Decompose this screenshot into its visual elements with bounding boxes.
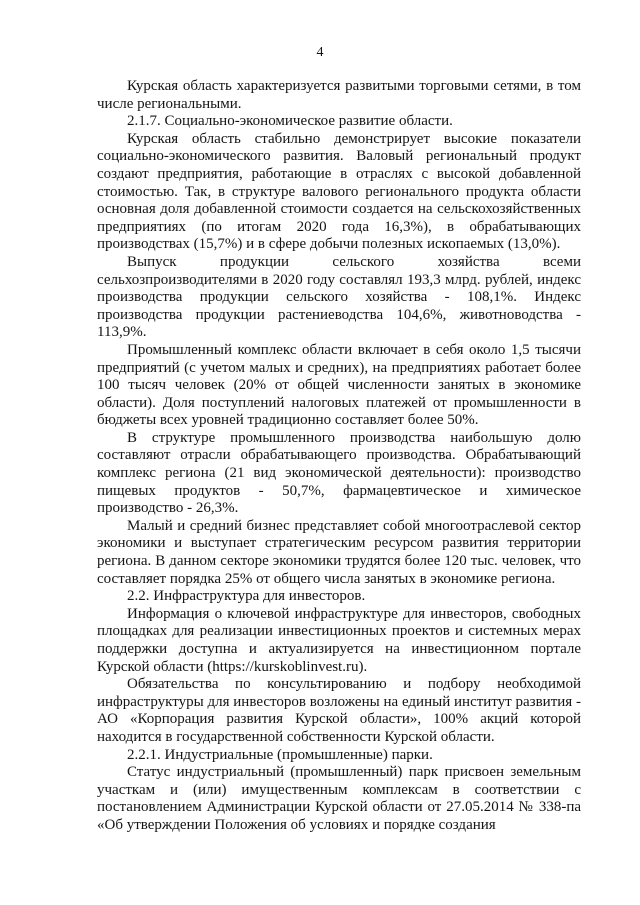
- paragraph-small-business: Малый и средний бизнес представляет собой многоотраслевой сектор экономики и выступает стратегическим ресурсом развития территории региона. В данном секторе экономики трудятся более 120 тыс. человек, что составляет порядка 25% от общего числа занятых в экономике региона.: [97, 517, 581, 587]
- page-number: 4: [316, 45, 324, 60]
- paragraph-economic-indicators: Курская область стабильно демонстрирует высокие показатели социально-экономического развития. Валовый региональный продукт создают предприятия, работающие в отраслях с высокой добавленной стоимостью. Так, в структуре валового регионального продукта области основная доля добавленной стоимости создается на сельскохозяйственных предприятиях (по итогам 2020 года 16,3%), в обрабатывающих производствах (15,7%) и в сфере добычи полезных ископаемых (13,0%).: [97, 130, 581, 253]
- paragraph-development-corporation: Обязательства по консультированию и подбору необходимой инфраструктуры для инвесторов возложены на единый институт развития - АО «Корпорация развития Курской области», 100% акций которой находится в государственной собственности Курской области.: [97, 676, 581, 745]
- paragraph-trade-networks: Курская область характеризуется развитыми торговыми сетями, в том числе региональными.: [97, 78, 581, 112]
- paragraph-agriculture: Выпуск продукции сельского хозяйства всеми сельхозпроизводителями в 2020 году составлял 193,3 млрд. рублей, индекс производства продукции сельского хозяйства - 108,1%. Индекс производства продукции растениеводства 104,6%, животноводства - 113,9%.: [97, 253, 581, 341]
- section-heading-2-1-7: 2.1.7. Социально-экономическое развитие области.: [127, 113, 453, 130]
- paragraph-manufacturing-structure: В структуре промышленного производства наибольшую долю составляют отрасли обрабатывающего производства. Обрабатывающий комплекс региона (21 вид экономической деятельности): производство пищевых продуктов - 50,7%, фармацевтическое и химическое производство - 26,3%.: [97, 429, 581, 517]
- paragraph-industrial-complex: Промышленный комплекс области включает в себя около 1,5 тысячи предприятий (с учетом малых и средних), на предприятиях работает более 100 тысяч человек (20% от общей численности занятых в экономике области). Доля поступлений налоговых платежей от промышленности в бюджеты всех уровней традиционно составляет более 50%.: [97, 341, 581, 429]
- paragraph-investment-portal: Информация о ключевой инфраструктуре для инвесторов, свободных площадках для реализации инвестиционных проектов и системных мерах поддержки доступна и актуализируется на инвестиционном портале Курской области (https://kurskoblinvest.ru).: [97, 605, 581, 675]
- section-heading-2-2: 2.2. Инфраструктура для инвесторов.: [127, 588, 366, 605]
- document-body: [97, 78, 581, 835]
- paragraph-industrial-parks: Статус индустриальный (промышленный) парк присвоен земельным участкам и (или) имущественным комплексам в соответствии с постановлением Администрации Курской области от 27.05.2014 № 338-па «Об утверждении Положения об условиях и порядке создания: [97, 764, 581, 833]
- section-heading-2-2-1: 2.2.1. Индустриальные (промышленные) парки.: [127, 746, 433, 763]
